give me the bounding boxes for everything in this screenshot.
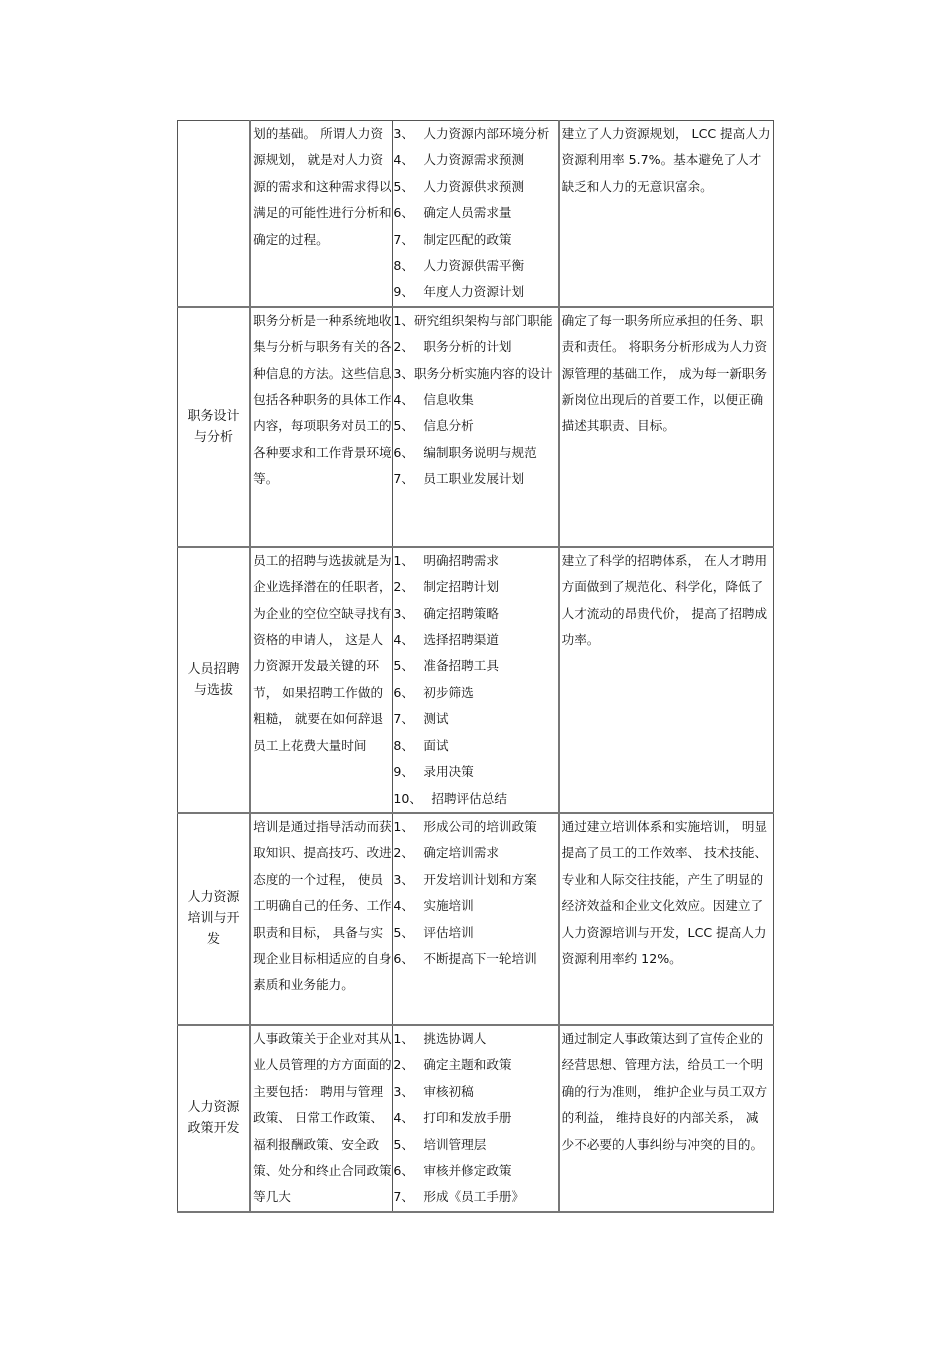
list-item: 7、 制定匹配的政策 [393, 231, 512, 247]
list-item: 7、 测试 [393, 711, 449, 727]
list-item: 3、 确定招聘策略 [393, 605, 499, 621]
steps-list [393, 814, 557, 972]
list-item: 5、 准备招聘工具 [393, 658, 499, 674]
steps-cell [393, 813, 559, 1025]
description-cell [250, 121, 393, 307]
list-item: 4、 选择招聘渠道 [393, 632, 499, 648]
table-row [178, 547, 774, 813]
list-item: 5、 培训管理层 [393, 1136, 487, 1152]
description-cell [250, 547, 393, 813]
table-row [178, 813, 774, 1025]
hr-practices-table [177, 120, 774, 1213]
list-item: 3、 开发培训计划和方案 [393, 871, 537, 887]
list-item: 1、 形成公司的培训政策 [393, 818, 537, 834]
list-item: 6、 初步筛选 [393, 684, 474, 700]
description-text: 人事政策关于企业对其从业人员管理的方方面面的主要包括： 聘用与管理政策、 日常工作政策、福利报酬政策、安全政策、处分和终止合同政策等几大 [253, 1030, 392, 1205]
result-text: 确定了每一职务所应承担的任务、职责和责任。 将职务分析形成为人力资源管理的基础工作， 成为每一新职务新岗位出现后的首要工作，以便正确描述其职责、目标。 [561, 312, 768, 434]
description-cell [250, 1025, 393, 1212]
list-item: 5、 信息分析 [393, 418, 474, 434]
table-row [178, 307, 774, 547]
category-label: 人力资源政策开发 [187, 1100, 240, 1137]
description-text: 职务分析是一种系统地收集与分析与职务有关的各种信息的方法。这些信息包括各种职务的具体工作内容，每项职务对员工的各种要求和工作背景环境等。 [253, 312, 392, 487]
steps-list [393, 308, 557, 493]
list-item: 6、 不断提高下一轮培训 [393, 950, 537, 966]
category-cell [178, 1025, 251, 1212]
steps-cell [393, 547, 559, 813]
list-item: 8、 面试 [393, 737, 449, 753]
list-item: 1、研究组织架构与部门职能 [393, 312, 553, 328]
description-text: 员工的招聘与选拔就是为企业选择潜在的任职者， 为企业的空位空缺寻找有资格的申请人， 这是人力资源开发最关键的环节， 如果招聘工作做的粗糙， 就要在如何辞退员工上花费大量时间 [253, 552, 392, 753]
list-item: 7、 形成《员工手册》 [393, 1189, 525, 1205]
list-item: 1、 明确招聘需求 [393, 552, 499, 568]
steps-cell [393, 121, 559, 307]
category-cell [178, 121, 251, 307]
list-item: 7、 员工职业发展计划 [393, 471, 525, 487]
result-text: 建立了人力资源规划， LCC 提高人力资源利用率 5.7%。基本避免了人才缺乏和人力的无意识富余。 [561, 126, 771, 194]
list-item: 3、职务分析实施内容的设计 [393, 365, 553, 381]
category-label: 人力资源培训与开发 [187, 890, 240, 948]
list-item: 5、 评估培训 [393, 924, 474, 940]
list-item: 4、 实施培训 [393, 898, 474, 914]
list-item: 6、 编制职务说明与规范 [393, 444, 537, 460]
list-item: 4、 打印和发放手册 [393, 1110, 512, 1126]
category-cell [178, 307, 251, 547]
steps-list [393, 548, 557, 812]
result-text: 通过建立培训体系和实施培训， 明显提高了员工的工作效率、 技术技能、专业和人际交往技能，产生了明显的经济效益和企业文化效应。因建立了人力资源培训与开发，LCC 提高人力资源利用率约 12%。 [561, 818, 768, 966]
description-cell [250, 813, 393, 1025]
steps-cell [393, 307, 559, 547]
list-item: 1、 挑选协调人 [393, 1030, 487, 1046]
list-item: 10、 招聘评估总结 [393, 790, 507, 806]
category-cell [178, 547, 251, 813]
list-item: 6、 确定人员需求量 [393, 205, 512, 221]
result-cell [559, 1025, 774, 1212]
category-cell [178, 813, 251, 1025]
list-item: 9、 录用决策 [393, 764, 474, 780]
list-item: 5、 人力资源供求预测 [393, 178, 525, 194]
description-text: 划的基础。 所谓人力资源规划， 就是对人力资源的需求和这种需求得以满足的可能性进行分析和确定的过程。 [253, 126, 392, 247]
result-cell [559, 121, 774, 307]
result-cell [559, 307, 774, 547]
steps-list [393, 1026, 557, 1211]
result-text: 建立了科学的招聘体系， 在人才聘用方面做到了规范化、科学化，降低了人才流动的昂贵代价， 提高了招聘成功率。 [561, 552, 768, 648]
description-text: 培训是通过指导活动而获取知识、提高技巧、改进态度的一个过程， 使员工明确自己的任务、工作职责和目标， 具备与实现企业目标相适应的自身素质和业务能力。 [253, 818, 392, 993]
list-item: 2、 确定主题和政策 [393, 1057, 512, 1073]
list-item: 2、 制定招聘计划 [393, 579, 499, 595]
result-cell [559, 813, 774, 1025]
list-item: 2、 确定培训需求 [393, 845, 499, 861]
list-item: 9、 年度人力资源计划 [393, 284, 525, 300]
result-cell [559, 547, 774, 813]
list-item: 3、 人力资源内部环境分析 [393, 126, 550, 141]
list-item: 2、 职务分析的计划 [393, 339, 512, 355]
category-label: 职务设计与分析 [187, 408, 240, 445]
list-item: 4、 人力资源需求预测 [393, 152, 525, 168]
result-text: 通过制定人事政策达到了宣传企业的经营思想、管理方法，给员工一个明确的行为准则， 维护企业与员工双方的利益， 维持良好的内部关系， 减少不必要的人事纠纷与冲突的目的。 [561, 1030, 768, 1152]
steps-list [393, 121, 557, 306]
description-cell [250, 307, 393, 547]
table-row [178, 1025, 774, 1212]
steps-cell [393, 1025, 559, 1212]
list-item: 6、 审核并修定政策 [393, 1162, 512, 1178]
table-row [178, 121, 774, 307]
list-item: 3、 审核初稿 [393, 1083, 474, 1099]
list-item: 4、 信息收集 [393, 392, 474, 408]
list-item: 8、 人力资源供需平衡 [393, 258, 525, 274]
category-label: 人员招聘与选拔 [187, 661, 240, 698]
